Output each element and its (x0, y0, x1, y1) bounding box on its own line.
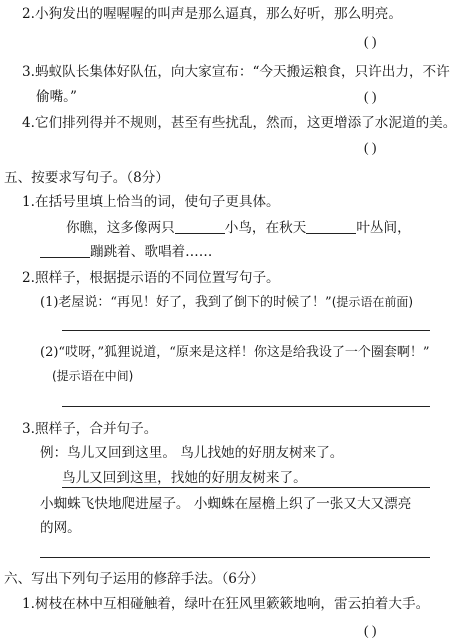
example-underline (62, 487, 430, 488)
question-5-2-prompt: 2.照样子，根据提示语的不同位置写句子。 (22, 270, 280, 286)
answer-paren[interactable]: ( ) (364, 34, 377, 49)
answer-paren[interactable]: ( ) (364, 140, 377, 155)
question-5-2-sub1: (1)老屋说：“再见！好了，我到了倒下的时候了！”(提示语在前面) (40, 295, 414, 310)
question-4-3-line2: 偷嘴。” (36, 89, 77, 105)
question-5-2-sub2-hint: (提示语在中间) (52, 369, 134, 383)
question-5-1-line2: 蹦跳着、歌唱着…… (40, 242, 212, 262)
answer-line[interactable] (40, 557, 430, 558)
fill-blank-1[interactable] (175, 219, 225, 234)
question-6-1: 1.树枝在林中互相碰触着，绿叶在狂风里簌簌地响，雷云拍着大手。 (22, 596, 430, 612)
question-5-1-prompt: 1.在括号里填上恰当的词，使句子更具体。 (22, 194, 280, 210)
question-4-4: 4.它们排列得并不规则，甚至有些扰乱，然而，这更增添了水泥道的美。 (22, 115, 457, 131)
question-5-3-task-line1: 小蜘蛛飞快地爬进屋子。 小蜘蛛在屋檐上织了一张又大又漂亮 (40, 496, 412, 512)
question-4-3-line1: 3.蚂蚁队长集体好队伍，向大家宣布：“今天搬运粮食，只许出力，不许 (22, 64, 450, 80)
fill-blank-3[interactable] (40, 243, 90, 258)
question-5-3-example: 例：鸟儿又回到这里。 鸟儿找她的好朋友树来了。 (40, 445, 344, 461)
question-5-3-prompt: 3.照样子，合并句子。 (22, 421, 158, 437)
section-6-heading: 六、写出下列句子运用的修辞手法。（6分） (4, 571, 265, 587)
answer-paren[interactable]: ( ) (364, 89, 377, 104)
answer-line[interactable] (62, 406, 430, 407)
answer-paren[interactable]: ( ) (364, 623, 377, 638)
question-5-2-sub2: (2)“哎呀，”狐狸说道，“原来是这样！你这是给我设了一个圈套啊！” (40, 345, 430, 360)
question-4-2: 2.小狗发出的喔喔喔的叫声是那么逼真，那么好听，那么明亮。 (22, 6, 402, 22)
answer-line[interactable] (62, 330, 430, 331)
fill-blank-2[interactable] (306, 219, 356, 234)
section-5-heading: 五、按要求写句子。（8分） (4, 170, 169, 186)
question-5-1-line1: 你瞧，这多像两只 小鸟，在秋天 叶丛间， (66, 220, 411, 236)
question-5-3-example-answer: 鸟儿又回到这里，找她的好朋友树来了。 (62, 470, 307, 486)
question-5-3-task-line2: 的网。 (40, 520, 81, 536)
